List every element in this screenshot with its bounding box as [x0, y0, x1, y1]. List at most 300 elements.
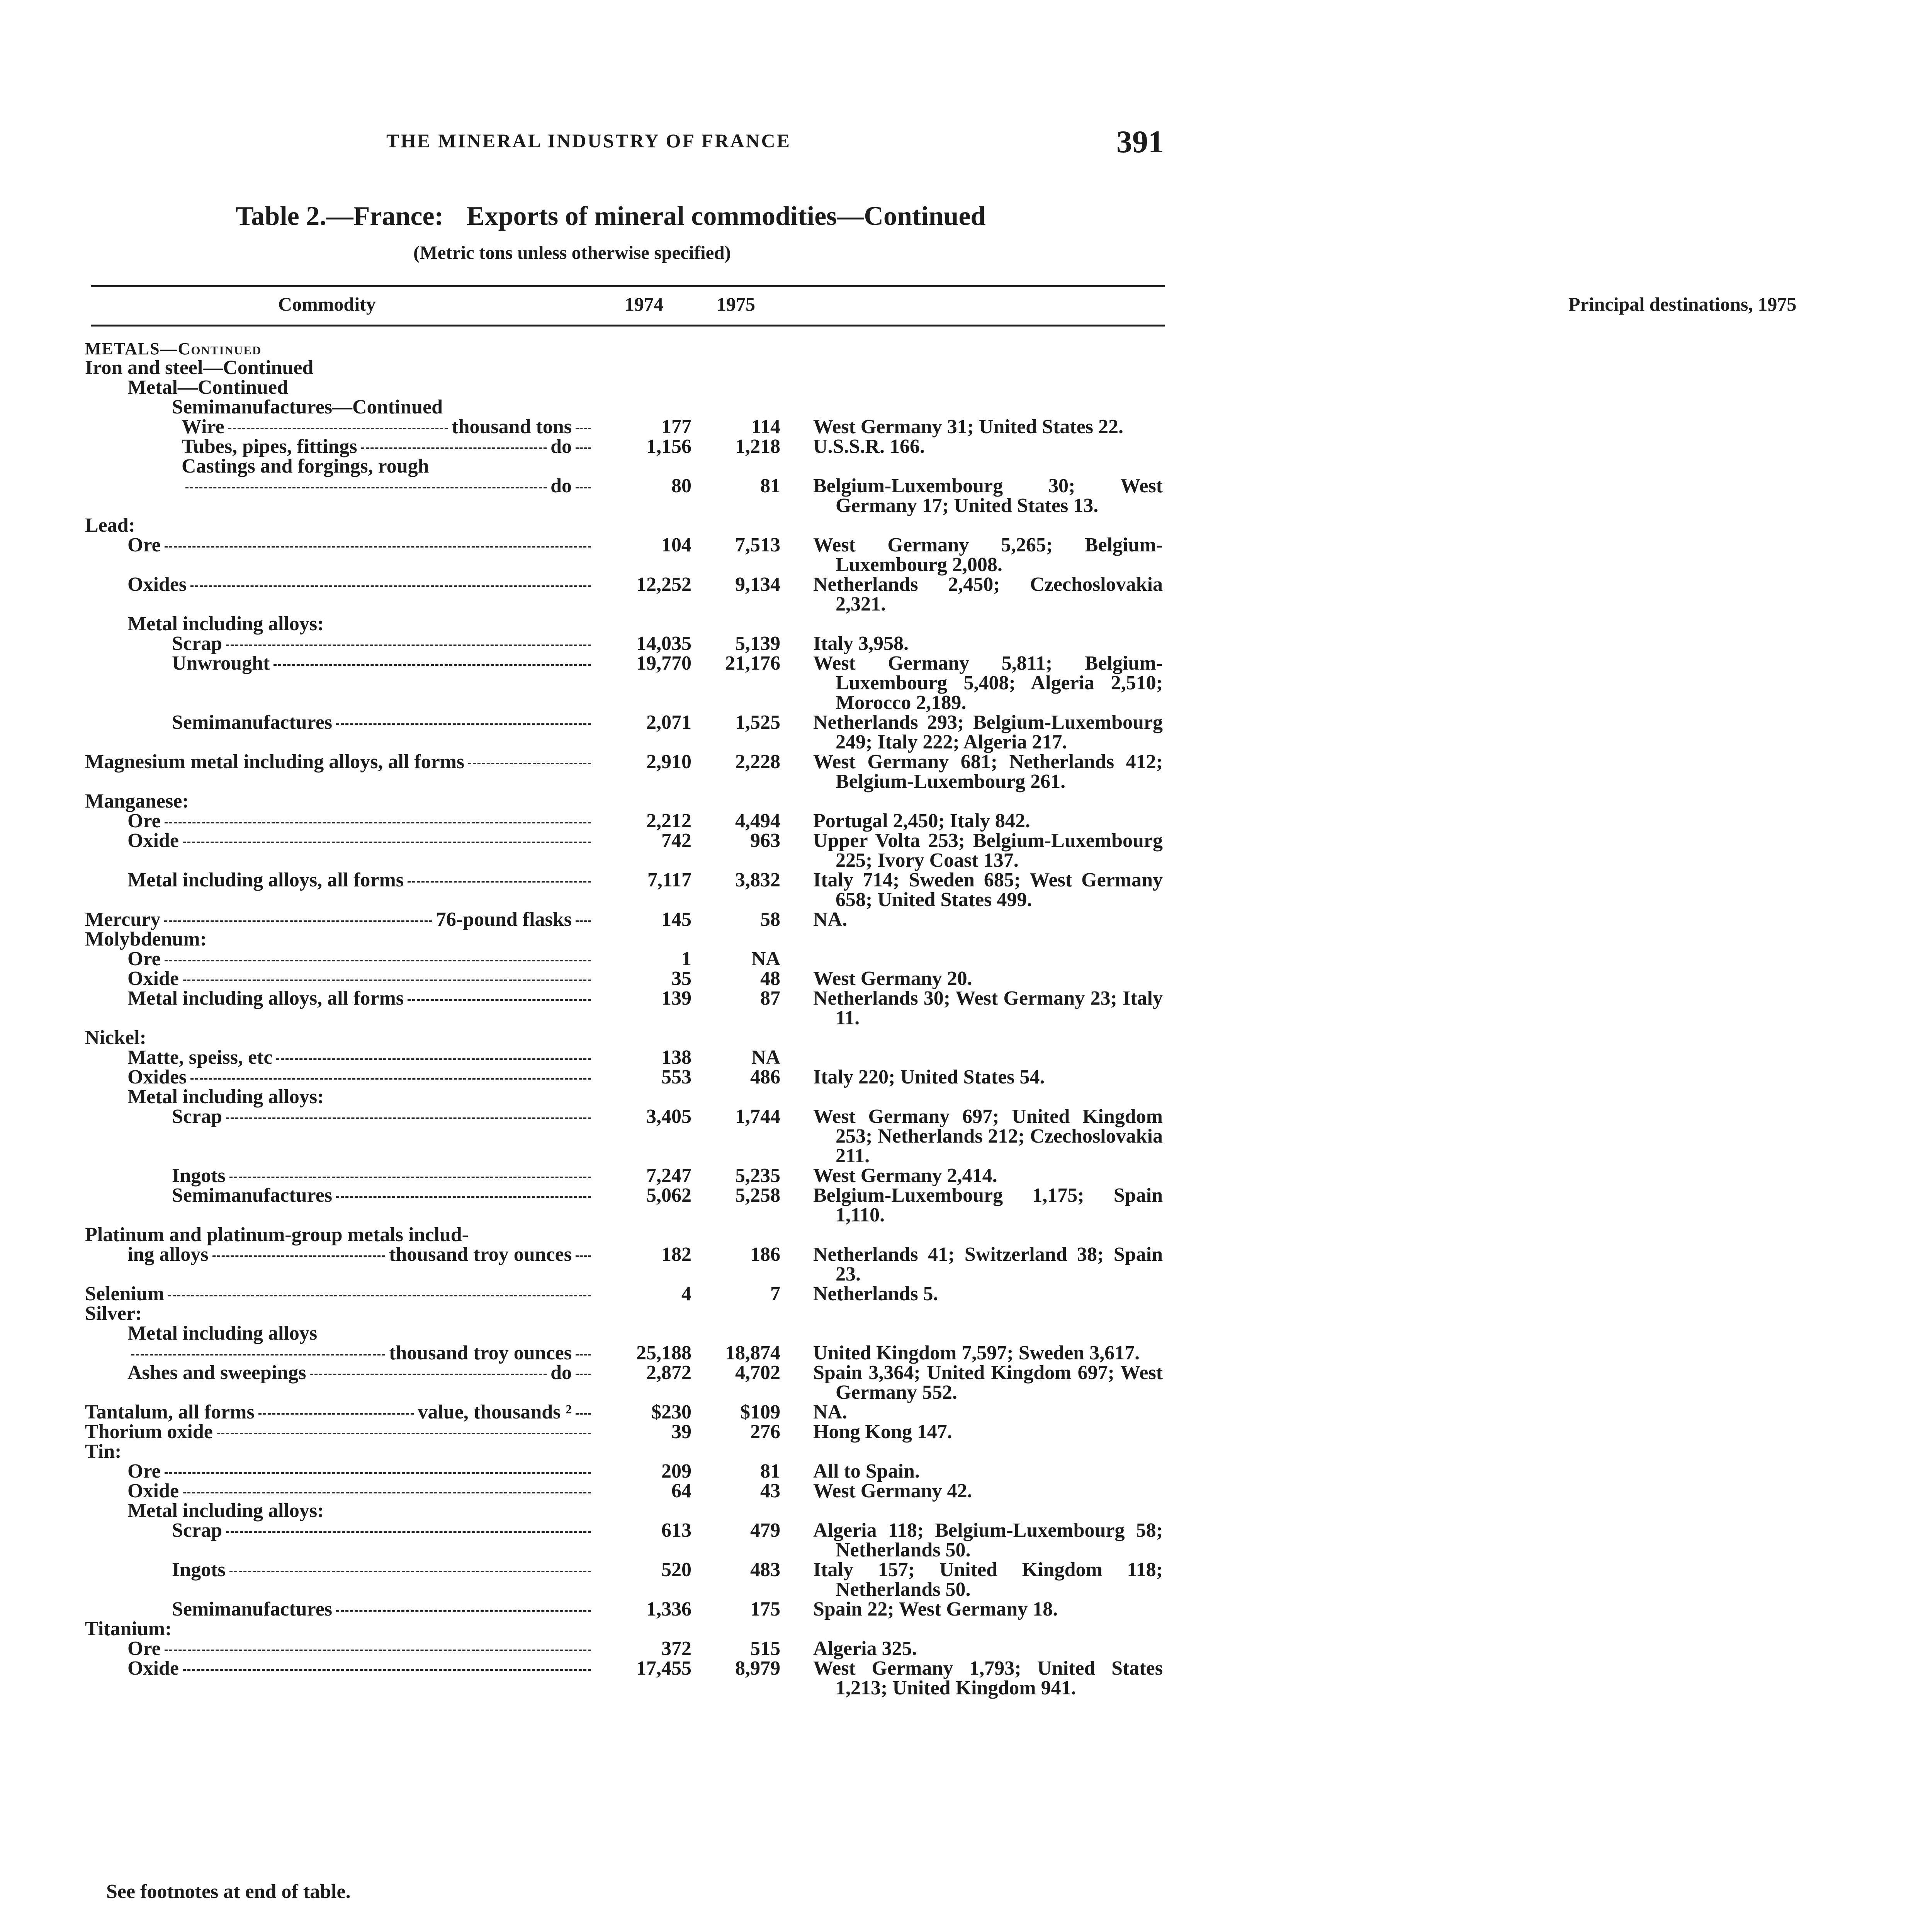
table-row — [85, 1166, 1167, 1185]
commodity-cell — [182, 456, 429, 476]
dot-leader — [229, 1570, 591, 1572]
destinations-cell: Italy 714; Sweden 685; West Germany 658; United States 499. — [813, 869, 1163, 911]
commodity-label: Unwrought — [172, 652, 270, 674]
dot-leader — [310, 1373, 547, 1375]
commodity-cell — [172, 1107, 595, 1126]
value-1974: 5,062 — [646, 1184, 691, 1206]
destinations-cell: Belgium-Luxembourg 30; West Germany 17; United States 13. — [813, 475, 1163, 517]
table-row — [85, 1304, 1167, 1323]
value-1974: 182 — [661, 1243, 691, 1265]
value-1974: 19,770 — [636, 652, 691, 674]
dot-leader — [258, 1413, 414, 1415]
value-1975: 5,139 — [735, 633, 780, 655]
commodity-label: Ingots — [172, 1559, 226, 1581]
commodity-cell — [172, 397, 443, 417]
destinations-cell: Netherlands 30; West Germany 23; Italy 11. — [813, 987, 1163, 1029]
dot-leader — [185, 486, 547, 488]
commodity-label: Lead: — [85, 514, 135, 536]
unit-label: 76-pound flasks — [436, 908, 572, 930]
table-row — [85, 1481, 1167, 1501]
commodity-label: Castings and forgings, rough — [182, 455, 429, 477]
table-row — [85, 969, 1167, 988]
value-1975: 58 — [760, 908, 780, 930]
commodity-label: Titanium: — [85, 1618, 172, 1640]
dot-leader — [576, 447, 591, 449]
value-1975: $109 — [740, 1401, 780, 1423]
commodity-label: Selenium — [85, 1283, 165, 1305]
destinations-cell: Netherlands 293; Belgium-Luxembourg 249; Italy 222; Algeria 217. — [813, 711, 1163, 753]
commodity-label: Tin: — [85, 1440, 122, 1463]
table-row — [85, 1245, 1167, 1284]
commodity-cell — [85, 791, 189, 811]
dot-leader — [229, 1176, 591, 1178]
dot-leader — [190, 585, 591, 587]
table-row — [85, 653, 1167, 713]
destinations-cell: West Germany 1,793; United States 1,213; United Kingdom 941. — [813, 1657, 1163, 1699]
commodity-label: Wire — [182, 416, 224, 438]
table-row — [85, 1363, 1167, 1402]
commodity-label: Silver: — [85, 1303, 142, 1325]
dot-leader — [226, 644, 591, 646]
table-row — [85, 575, 1167, 614]
value-1975: 9,134 — [735, 573, 780, 595]
commodity-label: Nickel: — [85, 1027, 146, 1049]
commodity-cell — [127, 1461, 595, 1481]
commodity-label: Metal including alloys, all forms — [127, 869, 404, 891]
commodity-label: Ore — [127, 1638, 161, 1660]
commodity-cell — [172, 1599, 595, 1619]
running-head: THE MINERAL INDUSTRY OF FRANCE — [386, 130, 791, 151]
value-1975: 114 — [751, 416, 780, 438]
table-row — [85, 713, 1167, 752]
commodity-label: Semimanufactures — [172, 1598, 333, 1620]
value-1974: 1,336 — [646, 1598, 691, 1620]
value-1974: 7,117 — [647, 869, 691, 891]
value-1975: 276 — [750, 1421, 780, 1443]
dot-leader — [228, 427, 448, 429]
destinations-cell: All to Spain. — [813, 1460, 920, 1482]
commodity-cell — [127, 1363, 595, 1383]
value-1975: 4,494 — [735, 810, 780, 832]
dot-leader — [168, 1294, 591, 1296]
commodity-cell — [85, 1304, 142, 1323]
commodity-cell — [127, 969, 595, 988]
commodity-label: Metal including alloys — [127, 1322, 318, 1344]
value-1974: 613 — [661, 1519, 691, 1541]
dot-leader — [468, 762, 591, 764]
commodity-cell — [172, 1560, 595, 1580]
commodity-cell — [127, 1067, 595, 1087]
value-1974: 520 — [661, 1559, 691, 1581]
commodity-cell — [85, 929, 207, 949]
commodity-label: Magnesium metal including alloys, all forms — [85, 751, 465, 773]
table-row — [85, 949, 1167, 969]
commodity-label: Oxide — [127, 1480, 179, 1502]
table-row — [85, 752, 1167, 791]
value-1974: 177 — [661, 416, 691, 438]
commodity-label: Scrap — [172, 1519, 222, 1541]
dot-leader — [576, 1413, 591, 1415]
dot-leader — [361, 447, 547, 449]
dot-leader — [576, 920, 591, 922]
table-row — [85, 515, 1167, 535]
destinations-cell: Algeria 325. — [813, 1638, 917, 1660]
commodity-label: Thorium oxide — [85, 1421, 213, 1443]
commodity-cell — [127, 614, 324, 634]
table-row — [85, 1087, 1167, 1107]
commodity-cell — [85, 1028, 146, 1048]
commodity-cell — [85, 1422, 595, 1442]
commodity-cell — [127, 1323, 317, 1343]
destinations-cell: Italy 220; United States 54. — [813, 1066, 1045, 1088]
commodity-cell — [85, 752, 595, 772]
value-1974: 17,455 — [636, 1657, 691, 1679]
dot-leader — [226, 1117, 591, 1119]
table-row — [85, 456, 1167, 476]
table-row — [85, 929, 1167, 949]
commodity-cell — [127, 870, 595, 890]
value-1974: 2,071 — [646, 711, 691, 733]
table-row — [85, 1107, 1167, 1166]
destinations-cell: West Germany 31; United States 22. — [813, 416, 1124, 438]
commodity-cell — [127, 1501, 324, 1520]
unit-label: value, thousands ² — [418, 1401, 572, 1423]
unit-label: thousand troy ounces — [389, 1243, 572, 1265]
value-1974: 4 — [681, 1283, 691, 1305]
table-row — [85, 338, 1167, 358]
value-1975: NA — [751, 948, 780, 970]
dot-leader — [165, 1649, 591, 1651]
value-1975: 5,235 — [735, 1165, 780, 1187]
commodity-label: Oxides — [127, 573, 187, 595]
commodity-cell — [85, 1284, 595, 1304]
commodity-cell — [127, 535, 595, 555]
column-header-1975: 1975 — [717, 293, 755, 315]
destinations-cell: West Germany 2,414. — [813, 1165, 997, 1187]
page-number: 391 — [1116, 124, 1164, 159]
value-1975: 43 — [760, 1480, 780, 1502]
value-1975: 483 — [750, 1559, 780, 1581]
column-header-1974: 1974 — [625, 293, 663, 315]
commodity-label: Metal including alloys: — [127, 613, 324, 635]
dot-leader — [164, 920, 432, 922]
commodity-label: Oxide — [127, 830, 179, 852]
commodity-label: Ore — [127, 810, 161, 832]
dot-leader — [336, 1196, 591, 1198]
dot-leader — [165, 959, 591, 961]
value-1975: 963 — [750, 830, 780, 852]
dot-leader — [183, 841, 591, 843]
dot-leader — [576, 486, 591, 488]
dot-leader — [336, 723, 591, 725]
value-1974: 3,405 — [646, 1105, 691, 1128]
destinations-cell: U.S.S.R. 166. — [813, 435, 925, 457]
value-1975: 1,744 — [735, 1105, 780, 1128]
unit-label: do — [550, 475, 572, 497]
value-1974: 1 — [681, 948, 691, 970]
commodity-cell — [85, 1619, 172, 1639]
commodity-label: Semimanufactures—Continued — [172, 396, 443, 418]
column-header-destinations: Principal destinations, 1975 — [1568, 293, 1797, 315]
destinations-cell: Netherlands 41; Switzerland 38; Spain 23. — [813, 1243, 1163, 1285]
value-1975: NA — [751, 1046, 780, 1068]
commodity-label: Oxides — [127, 1066, 187, 1088]
destinations-cell: Hong Kong 147. — [813, 1421, 952, 1443]
commodity-cell — [182, 437, 595, 456]
table-row — [85, 910, 1167, 929]
commodity-cell — [172, 653, 595, 673]
table-row — [85, 476, 1167, 515]
value-1974: 2,910 — [646, 751, 691, 773]
destinations-cell: Italy 3,958. — [813, 633, 909, 655]
table-row — [85, 831, 1167, 870]
table-top-rule — [91, 285, 1165, 287]
table-row — [85, 1639, 1167, 1658]
table-row — [85, 1501, 1167, 1520]
commodity-cell — [127, 1639, 595, 1658]
value-1975: 87 — [760, 987, 780, 1009]
commodity-cell — [127, 1048, 595, 1067]
table-header-rule — [91, 325, 1165, 327]
commodity-cell — [172, 1520, 595, 1540]
table-row — [85, 791, 1167, 811]
commodity-cell — [127, 575, 595, 594]
value-1975: 21,176 — [725, 652, 780, 674]
commodity-cell — [182, 476, 595, 496]
dot-leader — [165, 546, 591, 548]
table-row — [85, 535, 1167, 575]
commodity-cell — [182, 417, 595, 437]
commodity-cell — [127, 1343, 595, 1363]
table-row — [85, 870, 1167, 910]
dot-leader — [408, 881, 591, 883]
table-row — [85, 1225, 1167, 1245]
table-row — [85, 1520, 1167, 1560]
destinations-cell: NA. — [813, 908, 848, 930]
value-1974: 138 — [661, 1046, 691, 1068]
commodity-cell — [127, 1087, 324, 1107]
destinations-cell: Italy 157; United Kingdom 118; Netherlands 50. — [813, 1559, 1163, 1600]
dot-leader — [131, 1354, 385, 1355]
commodity-cell — [172, 1185, 595, 1205]
value-1975: 7 — [770, 1283, 780, 1305]
destinations-cell: Netherlands 2,450; Czechoslovakia 2,321. — [813, 573, 1163, 615]
commodity-cell — [172, 634, 595, 653]
table-row — [85, 1560, 1167, 1599]
commodity-cell — [127, 831, 595, 850]
commodity-label: Platinum and platinum-group metals includ- — [85, 1224, 469, 1246]
commodity-cell — [85, 910, 595, 929]
destinations-cell: Spain 3,364; United Kingdom 697; West Germany 552. — [813, 1362, 1163, 1403]
table-row — [85, 634, 1167, 653]
destinations-cell: Netherlands 5. — [813, 1283, 938, 1305]
unit-label: thousand tons — [452, 416, 572, 438]
destinations-cell: West Germany 5,811; Belgium-Luxembourg 5,408; Algeria 2,510; Morocco 2,189. — [813, 652, 1163, 714]
dot-leader — [576, 1255, 591, 1257]
commodity-cell — [172, 1166, 595, 1185]
value-1974: 209 — [661, 1460, 691, 1482]
commodity-cell — [172, 713, 595, 732]
table-row — [85, 1658, 1167, 1698]
value-1974: 1,156 — [646, 435, 691, 457]
value-1974: 2,212 — [646, 810, 691, 832]
commodity-label: Semimanufactures — [172, 711, 333, 733]
commodity-cell — [127, 1245, 595, 1264]
value-1975: 175 — [750, 1598, 780, 1620]
commodity-label: Oxide — [127, 968, 179, 990]
commodity-cell — [85, 1442, 121, 1461]
commodity-label: Metal including alloys, all forms — [127, 987, 404, 1009]
commodity-label: Ore — [127, 948, 161, 970]
commodity-label: Metal including alloys: — [127, 1500, 324, 1522]
dot-leader — [408, 999, 591, 1001]
commodity-label: Tubes, pipes, fittings — [182, 435, 357, 457]
footer-note: See footnotes at end of table. — [106, 1881, 351, 1903]
table-row — [85, 1028, 1167, 1048]
dot-leader — [576, 427, 591, 429]
value-1974: 2,872 — [646, 1362, 691, 1384]
destinations-cell: West Germany 42. — [813, 1480, 972, 1502]
value-1974: 39 — [671, 1421, 691, 1443]
table-title-text: Exports of mineral commodities—Continued — [466, 201, 986, 231]
value-1974: 553 — [661, 1066, 691, 1088]
table-row — [85, 1442, 1167, 1461]
dot-leader — [190, 1078, 591, 1080]
dot-leader — [576, 1373, 591, 1375]
commodity-label: Ore — [127, 1460, 161, 1482]
dot-leader — [576, 1354, 591, 1355]
table-row — [85, 1185, 1167, 1225]
dot-leader — [183, 1492, 591, 1493]
value-1974: 64 — [671, 1480, 691, 1502]
value-1975: 1,218 — [735, 435, 780, 457]
value-1975: 1,525 — [735, 711, 780, 733]
table-row — [85, 1343, 1167, 1363]
value-1974: 104 — [661, 534, 691, 556]
commodity-cell — [127, 378, 288, 397]
value-1974: 372 — [661, 1638, 691, 1660]
table-row — [85, 1284, 1167, 1304]
value-1974: 7,247 — [646, 1165, 691, 1187]
value-1975: 7,513 — [735, 534, 780, 556]
commodity-cell — [85, 338, 262, 359]
table-row — [85, 397, 1167, 417]
commodity-cell — [127, 1658, 595, 1678]
commodity-label: Matte, speiss, etc — [127, 1046, 273, 1068]
destinations-cell: West Germany 697; United Kingdom 253; Netherlands 212; Czechoslovakia 211. — [813, 1105, 1163, 1167]
dot-leader — [165, 821, 591, 823]
dot-leader — [183, 1669, 591, 1671]
commodity-label: Semimanufactures — [172, 1184, 333, 1206]
value-1975: 515 — [750, 1638, 780, 1660]
commodity-cell — [127, 988, 595, 1008]
table-row — [85, 1323, 1167, 1343]
destinations-cell: West Germany 20. — [813, 968, 972, 990]
value-1975: 5,258 — [735, 1184, 780, 1206]
value-1975: 486 — [750, 1066, 780, 1088]
commodity-cell — [127, 1481, 595, 1501]
value-1974: 14,035 — [636, 633, 691, 655]
table-row — [85, 437, 1167, 456]
commodity-label: Scrap — [172, 1105, 222, 1128]
destinations-cell: NA. — [813, 1401, 848, 1423]
commodity-label: Ore — [127, 534, 161, 556]
dot-leader — [183, 979, 591, 981]
dot-leader — [226, 1531, 591, 1533]
value-1975: 81 — [760, 475, 780, 497]
commodity-label: Tantalum, all forms — [85, 1401, 255, 1423]
commodity-label: Ingots — [172, 1165, 226, 1187]
unit-label: do — [550, 435, 572, 457]
destinations-cell: West Germany 5,265; Belgium-Luxembourg 2,008. — [813, 534, 1163, 576]
table-row — [85, 1048, 1167, 1067]
commodity-cell — [85, 1402, 595, 1422]
commodity-cell — [127, 949, 595, 969]
table-row — [85, 1461, 1167, 1481]
table-row — [85, 417, 1167, 437]
commodity-label: ing alloys — [127, 1243, 209, 1265]
commodity-cell — [85, 515, 135, 535]
table-row — [85, 1619, 1167, 1639]
commodity-cell — [85, 358, 313, 378]
value-1975: 186 — [750, 1243, 780, 1265]
table-title — [236, 201, 986, 232]
value-1975: 4,702 — [735, 1362, 780, 1384]
destinations-cell: Spain 22; West Germany 18. — [813, 1598, 1058, 1620]
value-1975: 8,979 — [735, 1657, 780, 1679]
destinations-cell: West Germany 681; Netherlands 412; Belgium-Luxembourg 261. — [813, 751, 1163, 793]
value-1974: 25,188 — [636, 1342, 691, 1364]
commodity-cell — [85, 1225, 469, 1245]
dot-leader — [276, 1058, 591, 1060]
table-row — [85, 1422, 1167, 1442]
commodity-label: Scrap — [172, 633, 222, 655]
unit-label: thousand troy ounces — [389, 1342, 572, 1364]
dot-leader — [212, 1255, 386, 1257]
destinations-cell: Upper Volta 253; Belgium-Luxembourg 225; Ivory Coast 137. — [813, 830, 1163, 871]
value-1974: $230 — [651, 1401, 691, 1423]
dot-leader — [274, 664, 591, 666]
table-subtitle: (Metric tons unless otherwise specified) — [413, 242, 731, 263]
table-title-label: Table 2.—France: — [236, 201, 443, 231]
table-row — [85, 1402, 1167, 1422]
value-1974: 80 — [671, 475, 691, 497]
destinations-cell: Algeria 118; Belgium-Luxembourg 58; Netherlands 50. — [813, 1519, 1163, 1561]
value-1974: 12,252 — [636, 573, 691, 595]
commodity-label: Molybdenum: — [85, 928, 207, 950]
dot-leader — [217, 1432, 591, 1434]
table-body — [85, 338, 1167, 1698]
destinations-cell: United Kingdom 7,597; Sweden 3,617. — [813, 1342, 1140, 1364]
value-1975: 48 — [760, 968, 780, 990]
commodity-label: Manganese: — [85, 790, 189, 812]
commodity-label: Metal including alloys: — [127, 1086, 324, 1108]
commodity-label: Ashes and sweepings — [127, 1362, 306, 1384]
dot-leader — [165, 1472, 591, 1474]
section-heading: METALS—Continued — [85, 339, 262, 358]
dot-leader — [336, 1610, 591, 1612]
commodity-label: Metal—Continued — [127, 376, 288, 398]
table-row — [85, 1599, 1167, 1619]
table-row — [85, 378, 1167, 397]
table-row — [85, 358, 1167, 378]
value-1975: 479 — [750, 1519, 780, 1541]
table-row — [85, 811, 1167, 831]
destinations-cell: Portugal 2,450; Italy 842. — [813, 810, 1030, 832]
commodity-label: Oxide — [127, 1657, 179, 1679]
table-row — [85, 1067, 1167, 1087]
value-1975: 3,832 — [735, 869, 780, 891]
